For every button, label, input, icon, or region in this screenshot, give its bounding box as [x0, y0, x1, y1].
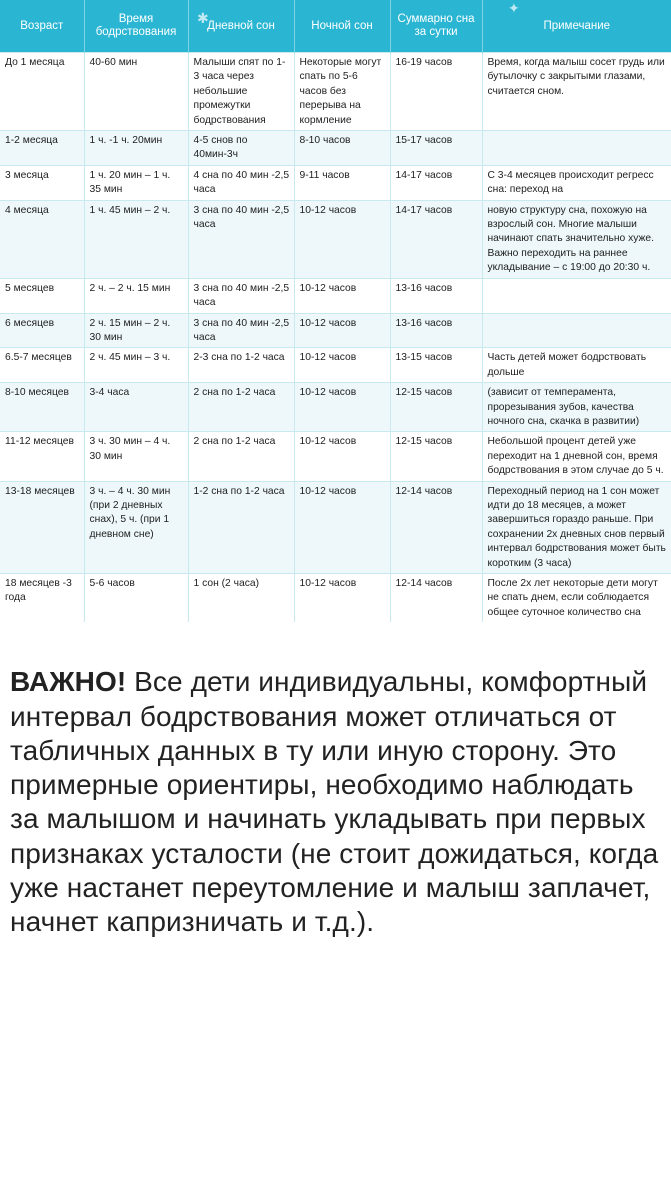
- table-row: [0, 481, 671, 573]
- cell-wake-time: 3 ч. 30 мин – 4 ч. 30 мин: [84, 432, 188, 481]
- table-row: [0, 348, 671, 383]
- cell-age: 18 месяцев -3 года: [0, 574, 84, 623]
- cell-total-sleep: 16-19 часов: [390, 53, 482, 131]
- cell-note: Небольшой процент детей уже переходит на 1 дневной сон, время бодрствования в этом случае до 5 ч.: [482, 432, 671, 481]
- cell-day-sleep: 3 сна по 40 мин -2,5 часа: [188, 278, 294, 313]
- cell-total-sleep: 15-17 часов: [390, 131, 482, 166]
- cell-night-sleep: 10-12 часов: [294, 383, 390, 432]
- cell-day-sleep: 2-3 сна по 1-2 часа: [188, 348, 294, 383]
- cell-age: 13-18 месяцев: [0, 481, 84, 573]
- cell-age: 6 месяцев: [0, 313, 84, 348]
- cell-night-sleep: 9-11 часов: [294, 165, 390, 200]
- cell-note: (зависит от темперамента, прорезывания зубов, качества ночного сна, скачка в развитии): [482, 383, 671, 432]
- cell-age: 6.5-7 месяцев: [0, 348, 84, 383]
- table-row: [0, 574, 671, 623]
- cell-age: 5 месяцев: [0, 278, 84, 313]
- cell-day-sleep: 4 сна по 40 мин -2,5 часа: [188, 165, 294, 200]
- cell-total-sleep: 12-14 часов: [390, 481, 482, 573]
- cell-wake-time: 2 ч. 15 мин – 2 ч. 30 мин: [84, 313, 188, 348]
- cell-total-sleep: 14-17 часов: [390, 165, 482, 200]
- table-row: [0, 165, 671, 200]
- cell-wake-time: 3 ч. – 4 ч. 30 мин (при 2 дневных снах), 5 ч. (при 1 дневном сне): [84, 481, 188, 573]
- cell-day-sleep: Малыши спят по 1-3 часа через небольшие промежутки бодрствования: [188, 53, 294, 131]
- table-row: [0, 131, 671, 166]
- cell-night-sleep: 8-10 часов: [294, 131, 390, 166]
- cell-night-sleep: 10-12 часов: [294, 200, 390, 278]
- cell-age: 1-2 месяца: [0, 131, 84, 166]
- cell-total-sleep: 12-15 часов: [390, 383, 482, 432]
- cell-age: 8-10 месяцев: [0, 383, 84, 432]
- cell-wake-time: 2 ч. – 2 ч. 15 мин: [84, 278, 188, 313]
- important-note: [0, 665, 671, 939]
- cell-note: Часть детей может бодрствовать дольше: [482, 348, 671, 383]
- cell-age: 11-12 месяцев: [0, 432, 84, 481]
- cell-total-sleep: 13-16 часов: [390, 278, 482, 313]
- cell-day-sleep: 4-5 снов по 40мин-3ч: [188, 131, 294, 166]
- cell-night-sleep: 10-12 часов: [294, 348, 390, 383]
- table-row: [0, 53, 671, 131]
- header-total-sleep: Суммарно сна за сутки: [390, 0, 482, 53]
- cell-total-sleep: 13-16 часов: [390, 313, 482, 348]
- header-wake-time: Время бодрствования: [84, 0, 188, 53]
- cell-day-sleep: 2 сна по 1-2 часа: [188, 383, 294, 432]
- table-row: [0, 432, 671, 481]
- cell-day-sleep: 3 сна по 40 мин -2,5 часа: [188, 200, 294, 278]
- header-age: Возраст: [0, 0, 84, 53]
- cell-note: После 2х лет некоторые дети могут не спать днем, если соблюдается общее суточное количество сна: [482, 574, 671, 623]
- header-night-sleep: Ночной сон: [294, 0, 390, 53]
- header-day-sleep: Дневной сон: [188, 0, 294, 53]
- cell-wake-time: 1 ч. 20 мин – 1 ч. 35 мин: [84, 165, 188, 200]
- cell-note: Переходный период на 1 сон может идти до 18 месяцев, а может завершиться гораздо раньше. При сохранении 2х дневных снов первый интервал бодрствования может быть коротким (3 часа): [482, 481, 671, 573]
- cell-note: С 3-4 месяцев происходит регресс сна: переход на: [482, 165, 671, 200]
- cell-wake-time: 3-4 часа: [84, 383, 188, 432]
- cell-wake-time: 5-6 часов: [84, 574, 188, 623]
- cell-night-sleep: 10-12 часов: [294, 313, 390, 348]
- cell-day-sleep: 3 сна по 40 мин -2,5 часа: [188, 313, 294, 348]
- table-row: [0, 383, 671, 432]
- table-row: [0, 313, 671, 348]
- cell-day-sleep: 1-2 сна по 1-2 часа: [188, 481, 294, 573]
- note-bold-label: ВАЖНО!: [10, 666, 127, 698]
- header-note: Примечание: [482, 0, 671, 53]
- sparkle-icon: ✱: [197, 10, 209, 26]
- cell-wake-time: 40-60 мин: [84, 53, 188, 131]
- cell-age: До 1 месяца: [0, 53, 84, 131]
- table-row: [0, 200, 671, 278]
- cell-note: [482, 313, 671, 348]
- cell-wake-time: 2 ч. 45 мин – 3 ч.: [84, 348, 188, 383]
- cell-total-sleep: 12-14 часов: [390, 574, 482, 623]
- sparkle-icon: ✦: [508, 0, 520, 16]
- cell-night-sleep: 10-12 часов: [294, 574, 390, 623]
- cell-total-sleep: 13-15 часов: [390, 348, 482, 383]
- cell-night-sleep: Некоторые могут спать по 5-6 часов без перерыва на кормление: [294, 53, 390, 131]
- note-text: Все дети индивидуальны, комфортный интервал бодрствования может отличаться от табличных данных в ту или иную сторону. Это примерные ориентиры, необходимо наблюдать за малышом и начинать укладывать при первых признаках усталости (не стоит дожидаться, когда уже настанет переутомление и малыш заплачет, начнет капризничать и т.д.).: [10, 666, 659, 938]
- cell-wake-time: 1 ч. -1 ч. 20мин: [84, 131, 188, 166]
- cell-day-sleep: 1 сон (2 часа): [188, 574, 294, 623]
- table-body: [0, 53, 671, 623]
- cell-night-sleep: 10-12 часов: [294, 432, 390, 481]
- cell-note: новую структуру сна, похожую на взрослый сон. Многие малыши начинают спать значительно хуже. Важно переходить на раннее укладывание – с 19:00 до 20:30 ч.: [482, 200, 671, 278]
- cell-total-sleep: 12-15 часов: [390, 432, 482, 481]
- cell-night-sleep: 10-12 часов: [294, 278, 390, 313]
- cell-wake-time: 1 ч. 45 мин – 2 ч.: [84, 200, 188, 278]
- cell-age: 3 месяца: [0, 165, 84, 200]
- cell-note: [482, 131, 671, 166]
- cell-age: 4 месяца: [0, 200, 84, 278]
- table-row: [0, 278, 671, 313]
- cell-day-sleep: 2 сна по 1-2 часа: [188, 432, 294, 481]
- table-header-row: [0, 0, 671, 53]
- cell-total-sleep: 14-17 часов: [390, 200, 482, 278]
- cell-night-sleep: 10-12 часов: [294, 481, 390, 573]
- cell-note: Время, когда малыш сосет грудь или бутылочку с закрытыми глазами, считается сном.: [482, 53, 671, 131]
- cell-note: [482, 278, 671, 313]
